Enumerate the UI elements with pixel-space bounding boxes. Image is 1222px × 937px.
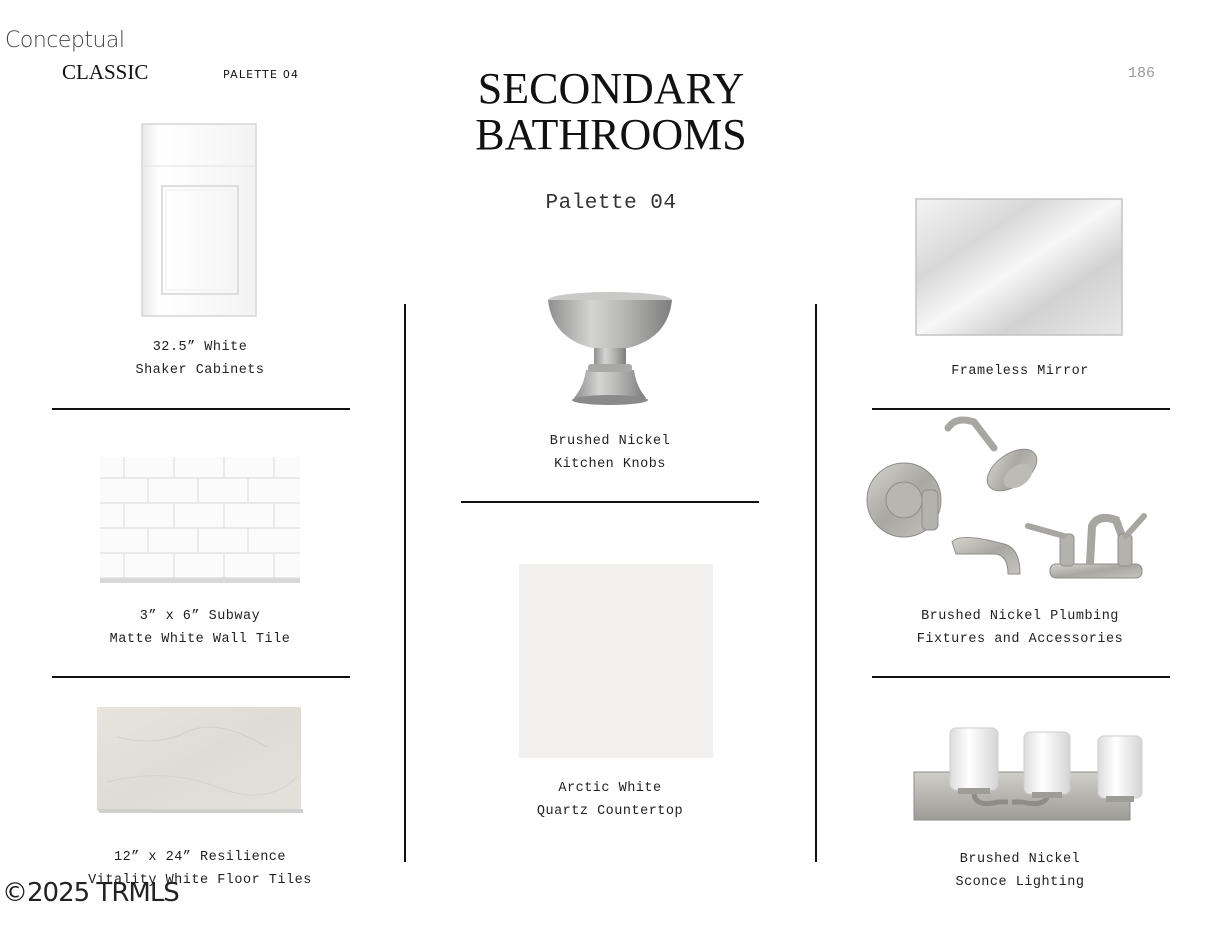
brand-classic: CLASSIC (62, 60, 149, 84)
wall-tile-caption (50, 606, 350, 651)
caption-line: Frameless Mirror (951, 364, 1089, 379)
palette-tag: PALETTE 04 (223, 68, 300, 81)
mirror-image (914, 197, 1126, 339)
caption-line: Brushed Nickel (549, 434, 671, 449)
lighting-caption (870, 849, 1170, 894)
caption-line: Sconce Lighting (955, 874, 1085, 890)
row-divider (872, 408, 1170, 410)
page-title (411, 66, 811, 158)
countertop-caption (460, 778, 760, 823)
caption-line: Arctic White (558, 781, 662, 796)
row-divider (872, 676, 1170, 678)
brand-conceptual: Conceptual (5, 28, 125, 53)
cabinet-door-image (138, 122, 260, 318)
knobs-caption (460, 431, 760, 476)
title-line-2: BATHROOMS (475, 110, 747, 159)
floor-tile-image (97, 707, 303, 813)
subway-tile-image (100, 457, 300, 583)
copyright-watermark: ©2025 TRMLS (2, 878, 179, 908)
caption-line: Kitchen Knobs (554, 456, 666, 472)
caption-line: 32.5” White (152, 340, 248, 355)
caption-line: 12” x 24” Resilience (113, 850, 287, 865)
caption-line: Shaker Cabinets (135, 362, 265, 378)
knob-image (544, 290, 676, 410)
sconce-lighting-image (910, 726, 1146, 826)
caption-line: Brushed Nickel (959, 852, 1081, 867)
page-number: 186 (1128, 65, 1156, 82)
mirror-caption (870, 361, 1170, 384)
caption-line: Vitality White Floor Tiles (88, 872, 312, 888)
countertop-swatch (519, 564, 713, 758)
caption-line: 3” x 6” Subway (139, 609, 261, 624)
cabinets-caption (50, 337, 350, 382)
plumbing-caption (870, 606, 1170, 651)
caption-line: Fixtures and Accessories (916, 631, 1124, 647)
caption-line: Quartz Countertop (536, 803, 684, 819)
plumbing-fixtures-image (864, 414, 1148, 586)
palette-subtitle: Palette 04 (545, 192, 677, 215)
row-divider (52, 408, 350, 410)
column-divider-right (815, 304, 817, 862)
row-divider (461, 501, 759, 503)
caption-line: Brushed Nickel Plumbing (921, 609, 1119, 624)
caption-line: Matte White Wall Tile (109, 631, 291, 647)
title-line-1: SECONDARY (477, 64, 745, 113)
row-divider (52, 676, 350, 678)
column-divider-left (404, 304, 406, 862)
